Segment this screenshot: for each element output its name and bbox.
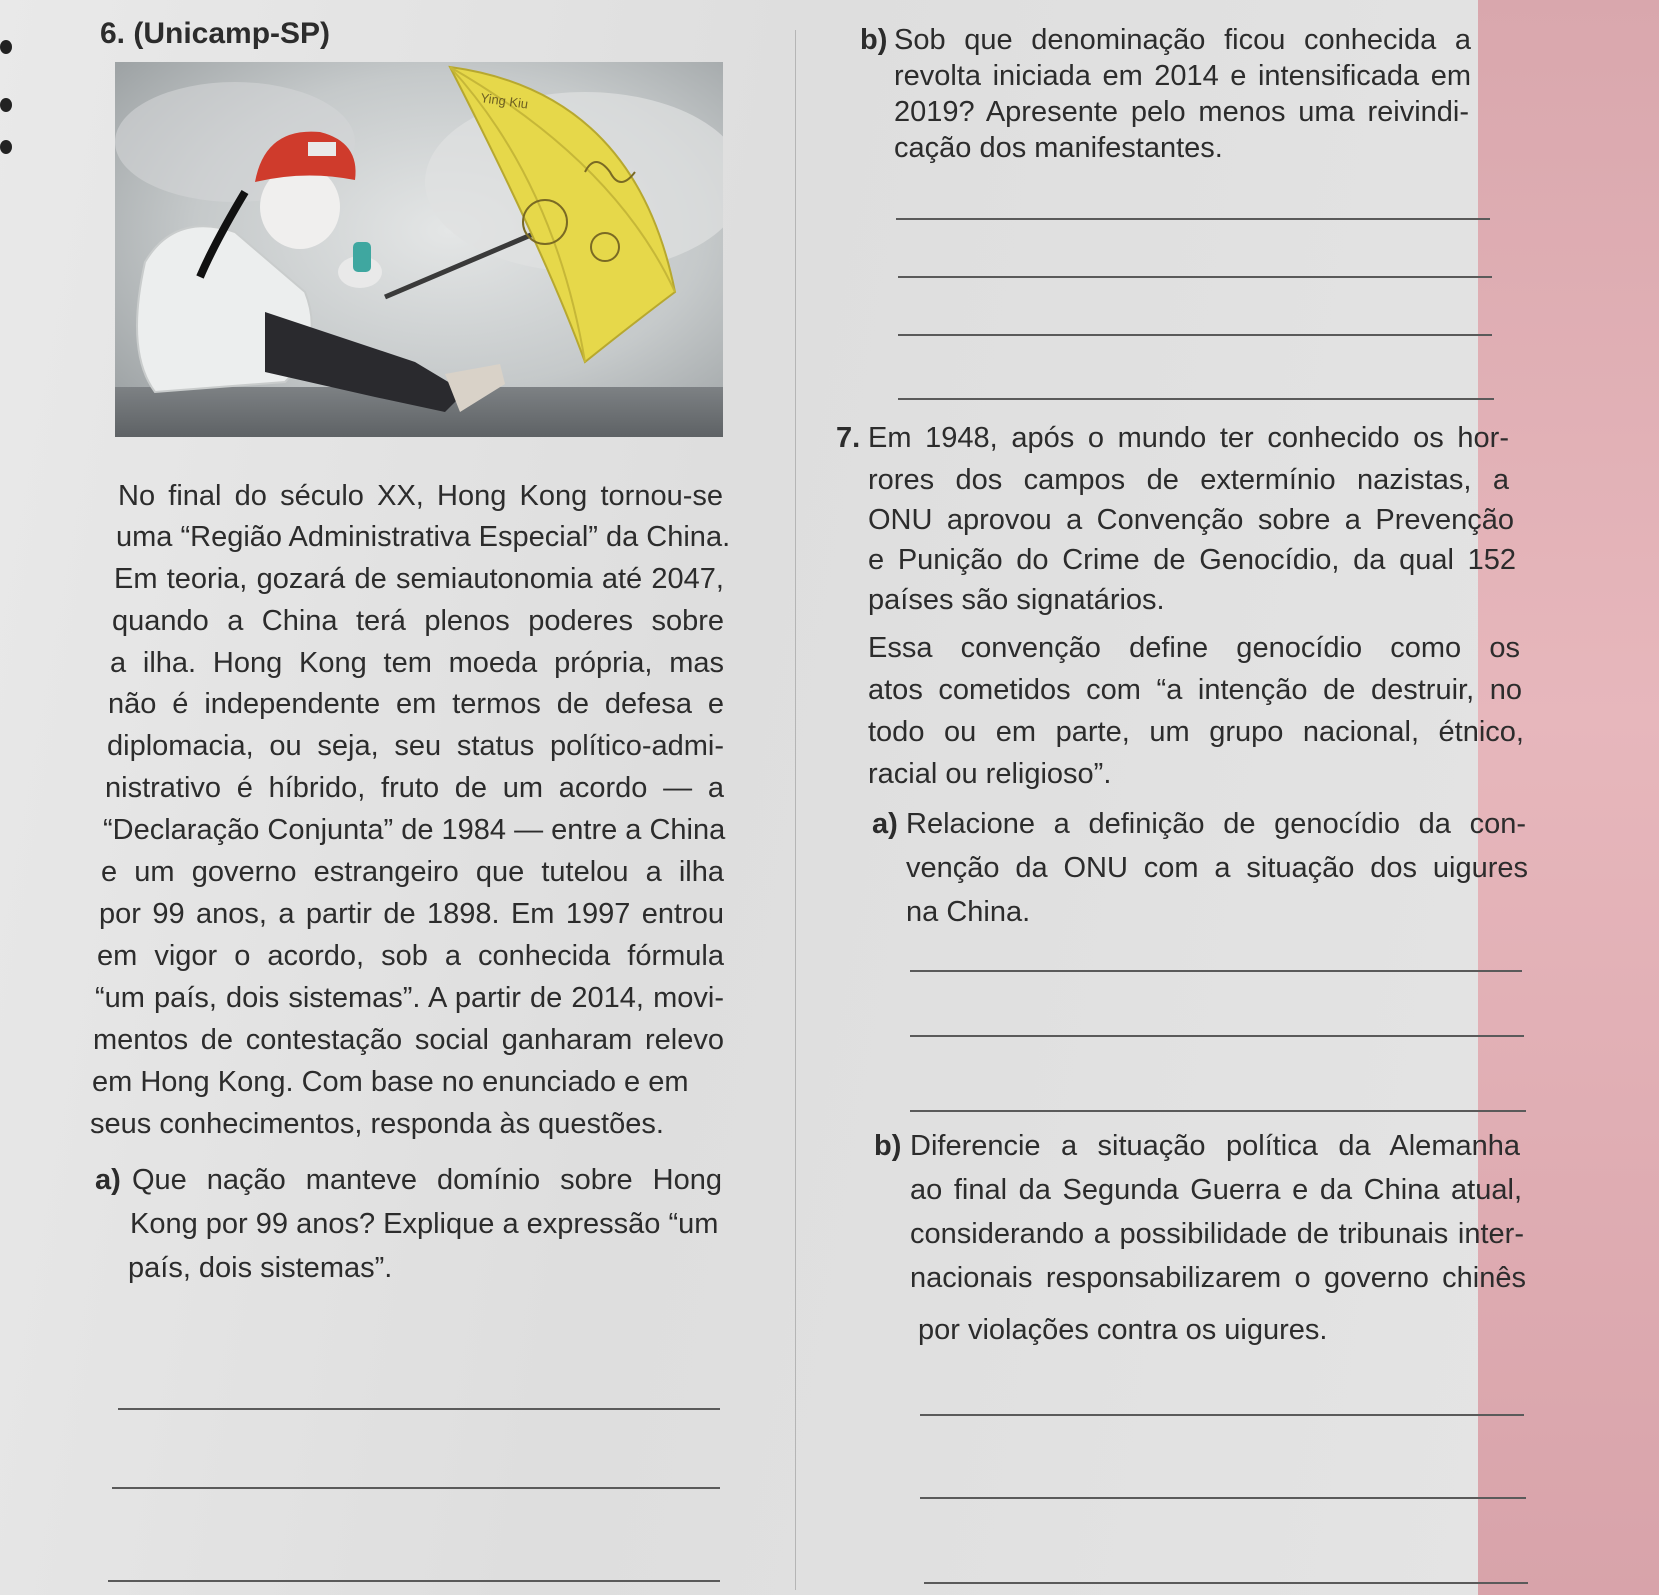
q6-title: 6. (Unicamp-SP) (100, 17, 331, 50)
binder-hole-icon (0, 98, 12, 112)
q7-intro-line: Em 1948, após o mundo ter conhecido os hor- (868, 422, 1509, 454)
q6-b-answer-line[interactable] (898, 276, 1492, 278)
q6-b-answer-line[interactable] (898, 334, 1492, 336)
umbrella-writing: Ying Kiu (479, 90, 530, 112)
q6-b-answer-line[interactable] (896, 218, 1490, 220)
q7-b-line: Diferencie a situação política da Alemanha (910, 1130, 1520, 1162)
q7-intro-line: ONU aprovou a Convenção sobre a Prevenção (868, 504, 1514, 536)
q6-intro-line: por 99 anos, a partir de 1898. Em 1997 entrou (99, 898, 724, 930)
q7-a-line: Relacione a definição de genocídio da con- (906, 808, 1526, 840)
q6-intro-line: Em teoria, gozará de semiautonomia até 2047, (114, 563, 724, 595)
q6-intro-line: uma “Região Administrativa Especial” da China. (116, 521, 731, 553)
q7-a-answer-line[interactable] (910, 970, 1522, 972)
q6-b-line: revolta iniciada em 2014 e intensificada em (894, 60, 1471, 92)
q6-intro-line: “Declaração Conjunta” de 1984 — entre a China (103, 814, 726, 846)
q6-a-answer-line[interactable] (118, 1408, 720, 1410)
q7-definition-line: todo ou em parte, um grupo nacional, étnico, (868, 716, 1524, 748)
q6-b-line: cação dos manifestantes. (894, 132, 1223, 164)
q6-a-answer-line[interactable] (112, 1487, 720, 1489)
q6-a-line: Que nação manteve domínio sobre Hong (132, 1164, 722, 1196)
hong-kong-protest-photo (115, 62, 723, 437)
binder-hole-icon (0, 140, 12, 154)
q7-a-label: a) (872, 808, 898, 840)
q6-intro-line: não é independente em termos de defesa e (108, 688, 724, 720)
q7-intro-line: e Punição do Crime de Genocídio, da qual 152 (868, 544, 1516, 576)
q7-a-line: na China. (906, 896, 1031, 928)
q7-definition-line: Essa convenção define genocídio como os (868, 632, 1520, 664)
q6-b-answer-line[interactable] (898, 398, 1494, 400)
pink-page-margin (1478, 0, 1659, 1595)
q7-a-answer-line[interactable] (910, 1035, 1524, 1037)
q7-b-line: considerando a possibilidade de tribunais inter- (910, 1218, 1524, 1250)
protester-umbrella-image (115, 62, 723, 437)
q7-a-answer-line[interactable] (910, 1110, 1526, 1112)
column-divider (795, 30, 796, 1590)
q7-b-answer-line[interactable] (920, 1414, 1524, 1416)
q6-intro-line: a ilha. Hong Kong tem moeda própria, mas (110, 647, 724, 679)
q6-a-label: a) (95, 1164, 121, 1196)
q7-intro-line: países são signatários. (868, 584, 1165, 616)
q7-definition-line: racial ou religioso”. (868, 758, 1112, 790)
q7-b-answer-line[interactable] (924, 1582, 1528, 1584)
q7-b-label: b) (874, 1130, 902, 1162)
q6-intro-line: quando a China terá plenos poderes sobre (112, 605, 724, 637)
q6-intro-line: “um país, dois sistemas”. A partir de 2014, movi- (95, 982, 724, 1014)
q6-intro-line: e um governo estrangeiro que tutelou a ilha (101, 856, 724, 888)
q6-b-line: Sob que denominação ficou conhecida a (894, 24, 1471, 56)
q6-a-line: Kong por 99 anos? Explique a expressão “um (130, 1208, 719, 1240)
q7-b-answer-line[interactable] (920, 1497, 1526, 1499)
binder-hole-icon (0, 40, 12, 54)
q6-intro-line: em Hong Kong. Com base no enunciado e em (92, 1066, 689, 1098)
q7-b-line: ao final da Segunda Guerra e da China atual, (910, 1174, 1522, 1206)
q7-b-line: por violações contra os uigures. (918, 1314, 1328, 1346)
q6-intro-line: em vigor o acordo, sob a conhecida fórmula (97, 940, 724, 972)
q7-number: 7. (836, 422, 861, 454)
q7-b-line: nacionais responsabilizarem o governo chinês (910, 1262, 1526, 1294)
q6-a-line: país, dois sistemas”. (128, 1252, 393, 1284)
q6-intro-line: diplomacia, ou seja, seu status político-admi- (107, 730, 724, 762)
q6-intro-line: mentos de contestação social ganharam relevo (93, 1024, 724, 1056)
q6-b-line: 2019? Apresente pelo menos uma reivindi- (894, 96, 1469, 128)
q7-definition-line: atos cometidos com “a intenção de destruir, no (868, 674, 1522, 706)
q6-intro-line: No final do século XX, Hong Kong tornou-se (118, 480, 723, 512)
q6-a-answer-line[interactable] (108, 1580, 720, 1582)
q6-intro-line: nistrativo é híbrido, fruto de um acordo — a (105, 772, 724, 804)
q7-a-line: venção da ONU com a situação dos uigures (906, 852, 1528, 884)
q6-intro-line: seus conhecimentos, responda às questões. (90, 1108, 664, 1140)
q7-intro-line: rores dos campos de extermínio nazistas, a (868, 464, 1509, 496)
q6-b-label: b) (860, 24, 888, 56)
